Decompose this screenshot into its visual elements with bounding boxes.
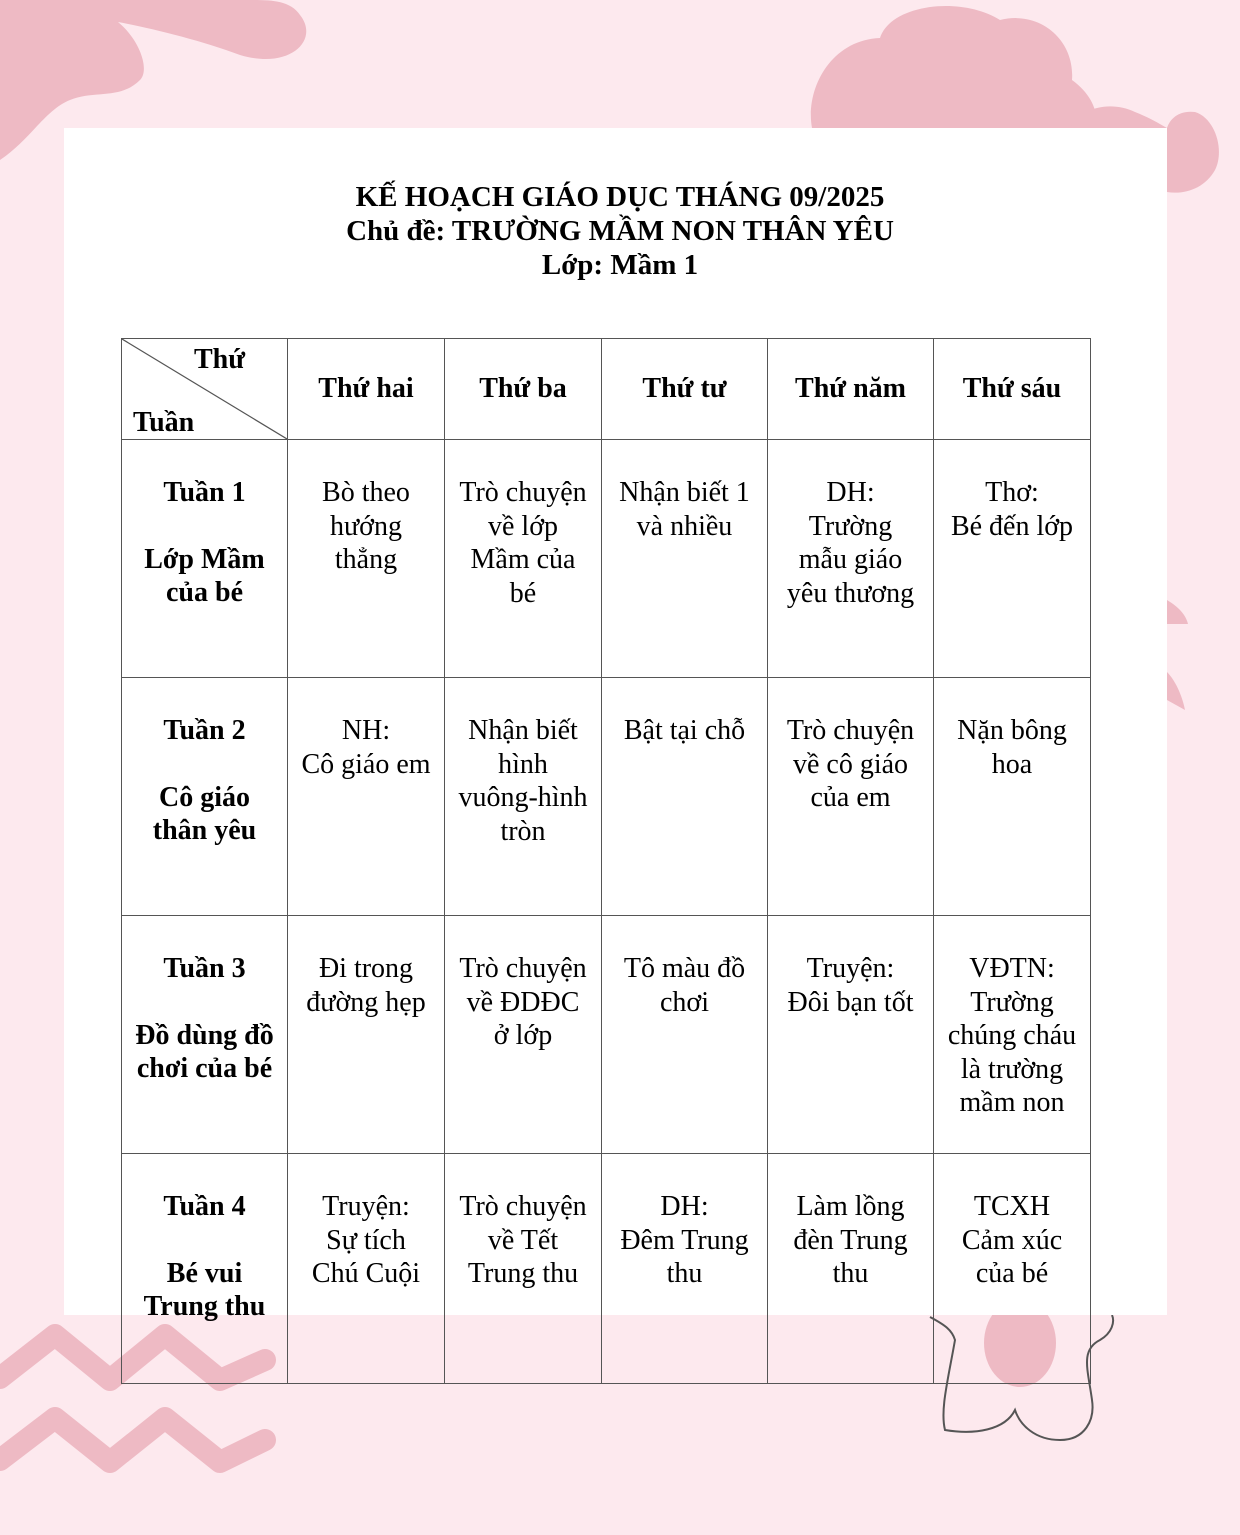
activity-cell (602, 916, 768, 1154)
week-topic-line: thân yêu (152, 815, 257, 846)
activity-cell (288, 440, 445, 678)
activity-cell (288, 916, 445, 1154)
activity-line: về Tết (487, 1224, 559, 1256)
activity-line: Cảm xúc (961, 1224, 1063, 1256)
activity-line: bé (509, 577, 537, 609)
week-cell (122, 916, 288, 1154)
activity-cell (288, 678, 445, 916)
activity-line: yêu thương (786, 577, 915, 609)
activity-line: Nhận biết (468, 715, 578, 746)
activity-line: Đêm Trung (620, 1224, 749, 1256)
activity-cell (445, 678, 602, 916)
activity-cell (934, 440, 1091, 678)
activity-line: Trò chuyện (459, 477, 587, 508)
activity-line: Nhận biết 1 (619, 477, 750, 508)
activity-line: về cô giáo (792, 748, 909, 780)
activity-line: thu (832, 1258, 869, 1289)
zigzag-decoration-2 (0, 1418, 265, 1462)
day-header: Thứ năm (768, 339, 934, 440)
week-label: Tuần 1 (163, 477, 246, 508)
activity-line: tròn (500, 815, 546, 847)
week-label: Tuần 4 (163, 1191, 246, 1222)
document-title (0, 180, 1240, 282)
cloud-decoration (811, 6, 1096, 128)
activity-line: hình (498, 748, 548, 780)
activity-line: đường hẹp (306, 986, 426, 1018)
corner-cell (122, 339, 288, 440)
activity-line: VĐTN: (969, 953, 1055, 984)
activity-line: DH: (660, 1191, 709, 1222)
activity-cell (768, 678, 934, 916)
activity-line: Bò theo (322, 477, 410, 508)
activity-line: hoa (991, 748, 1033, 780)
activity-cell (602, 678, 768, 916)
activity-line: Làm lồng (796, 1191, 905, 1222)
day-header: Thứ sáu (934, 339, 1091, 440)
activity-cell (602, 1154, 768, 1384)
week-topic-line: Đồ dùng đồ (135, 1019, 274, 1051)
week-row (122, 440, 1091, 678)
activity-line: Trò chuyện (459, 953, 587, 984)
activity-cell (768, 1154, 934, 1384)
activity-cell (934, 678, 1091, 916)
week-topic-line: của bé (166, 577, 243, 608)
activity-line: Trò chuyện (459, 1191, 587, 1222)
activity-line: thẳng (334, 544, 398, 575)
activity-cell (288, 1154, 445, 1384)
activity-line: TCXH (973, 1191, 1051, 1222)
activity-line: của em (810, 782, 891, 813)
activity-line: Thơ: (985, 477, 1039, 508)
day-header: Thứ tư (602, 339, 768, 440)
week-cell (122, 440, 288, 678)
leaf-decoration-2 (1167, 672, 1185, 710)
activity-line: Bé đến lớp (950, 510, 1074, 542)
activity-line: Truyện: (806, 953, 895, 984)
activity-cell (768, 916, 934, 1154)
activity-line: mầm non (959, 1087, 1065, 1118)
activity-line: Cô giáo em (301, 748, 431, 780)
day-header: Thứ hai (288, 339, 445, 440)
activity-line: mẫu giáo (798, 544, 903, 575)
activity-line: và nhiều (636, 510, 733, 542)
week-topic-line: Cô giáo (159, 781, 250, 813)
day-header: Thứ ba (445, 339, 602, 440)
activity-line: chơi (659, 986, 709, 1018)
activity-line: Trung thu (467, 1258, 579, 1289)
activity-line: Truyện: (322, 1191, 410, 1222)
activity-line: chúng cháu (947, 1020, 1077, 1051)
header-row (122, 339, 1091, 440)
activity-line: Chú Cuội (311, 1258, 421, 1289)
activity-cell (445, 440, 602, 678)
week-topic-line: Bé vui (166, 1257, 243, 1289)
activity-line: Tô màu đồ (623, 953, 746, 984)
week-label: Tuần 3 (163, 953, 246, 984)
activity-line: ở lớp (493, 1020, 553, 1051)
leaf-decoration (1167, 600, 1188, 624)
activity-line: về lớp (487, 510, 558, 542)
activity-line: về ĐDĐC (466, 986, 580, 1018)
activity-line: là trường (960, 1053, 1064, 1085)
week-topic-line: Trung thu (143, 1291, 266, 1322)
title-line-topic: Chủ đề: TRƯỜNG MẦM NON THÂN YÊU (346, 215, 894, 247)
plan-table (121, 338, 1091, 1384)
activity-line: vuông-hình (458, 782, 588, 813)
week-row (122, 916, 1091, 1154)
activity-cell (445, 1154, 602, 1384)
title-line-class: Lớp: Mầm 1 (541, 249, 699, 281)
activity-cell (934, 916, 1091, 1154)
week-cell (122, 678, 288, 916)
activity-cell (934, 1154, 1091, 1384)
activity-line: đèn Trung (793, 1224, 908, 1256)
activity-line: Bật tại chỗ (623, 715, 746, 746)
activity-cell (602, 440, 768, 678)
activity-cell (768, 440, 934, 678)
week-cell (122, 1154, 288, 1384)
activity-line: Mầm của (470, 544, 576, 575)
week-label: Tuần 2 (163, 715, 246, 746)
activity-line: NH: (341, 715, 391, 746)
activity-line: của bé (975, 1258, 1049, 1289)
activity-cell (445, 916, 602, 1154)
activity-line: DH: (826, 477, 875, 508)
activity-line: Trò chuyện (786, 715, 915, 746)
week-row (122, 678, 1091, 916)
corner-label-week: Tuần (133, 406, 195, 438)
activity-line: Nặn bông (957, 715, 1067, 746)
activity-line: hướng (330, 510, 402, 542)
week-row (122, 1154, 1091, 1384)
title-line-plan: KẾ HOẠCH GIÁO DỤC THÁNG 09/2025 (355, 181, 885, 213)
activity-line: Sự tích (326, 1224, 406, 1256)
activity-line: Đôi bạn tốt (787, 986, 914, 1018)
activity-line: thu (666, 1258, 703, 1289)
week-topic-line: chơi của bé (136, 1053, 273, 1084)
corner-label-day: Thứ (194, 344, 246, 375)
activity-line: Trường (808, 510, 893, 542)
activity-line: Trường (970, 986, 1054, 1018)
activity-line: Đi trong (318, 953, 414, 984)
week-topic-line: Lớp Mầm (144, 543, 265, 575)
